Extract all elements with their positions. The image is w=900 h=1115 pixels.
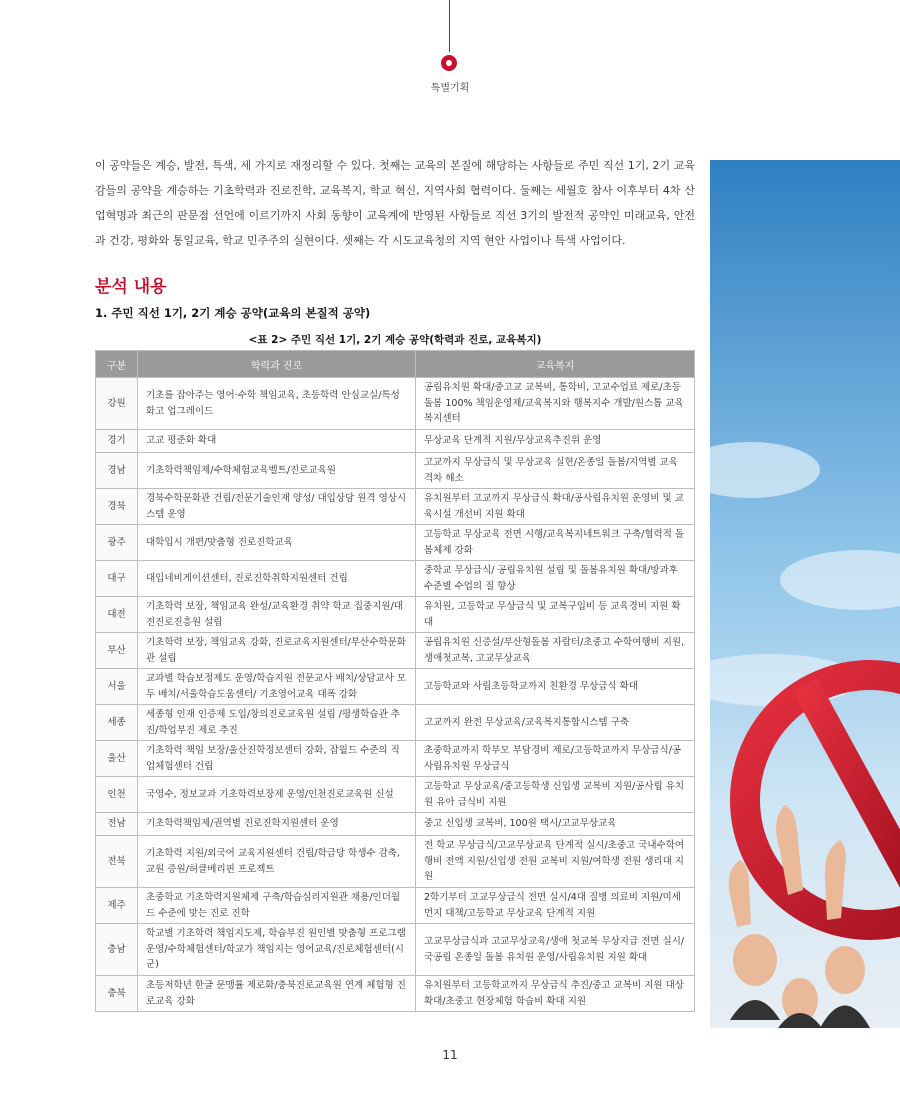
- header-welfare: 교육복지: [416, 351, 695, 378]
- row-welfare: 전 학교 무상급식/고교무상교육 단계적 실시/초중고 국내수학여행비 전액 지원/신입생 전원 교복비 지원/여학생 전원 생리대 지원: [416, 836, 695, 888]
- header-rule: [449, 0, 450, 52]
- row-region: 울산: [96, 741, 138, 777]
- row-career: 교과별 학습보정제도 운영/학습지원 전문교사 배치/상담교사 모두 배치/서울학습도움센터/ 기초영어교육 대폭 강화: [138, 669, 416, 705]
- table-caption: <표 2> 주민 직선 1기, 2기 계승 공약(학력과 진로, 교육복지): [248, 334, 542, 346]
- analysis-heading: 분석 내용: [95, 277, 167, 297]
- row-career: 기초학력 보장, 책임교육 강화, 진로교육지원센터/부산수학문화관 설립: [138, 633, 416, 669]
- table-row: [96, 777, 695, 813]
- table-row: [96, 741, 695, 777]
- table-row: [96, 430, 695, 453]
- table-row: [96, 705, 695, 741]
- row-career: 기초학력 지원/외국어 교육지원센터 건립/학급당 학생수 감축, 교원 증원/허클베리핀 프로젝트: [138, 836, 416, 888]
- table-header-row: [96, 351, 695, 378]
- row-career: 대학입시 개편/맞춤형 진로진학교육: [138, 525, 416, 561]
- row-region: 세종: [96, 705, 138, 741]
- row-career: 초등저학년 한글 문맹률 제로화/충북진로교육원 연계 체험형 진로교육 강화: [138, 976, 416, 1012]
- row-welfare: 유치원부터 고등학교까지 무상급식 추진/중고 교복비 지원 대상 확대/초중고 현장체험 학습비 확대 지원: [416, 976, 695, 1012]
- row-welfare: 유치원부터 고교까지 무상급식 확대/공사립유치원 운영비 및 교육시설 개선비 지원 확대: [416, 489, 695, 525]
- table-row: [96, 924, 695, 976]
- row-welfare: 2학기부터 고교무상급식 전면 실시/4대 질병 의료비 지원/미세먼지 대책/고등학교 무상교육 단계적 지원: [416, 888, 695, 924]
- row-region: 충북: [96, 976, 138, 1012]
- row-region: 대전: [96, 597, 138, 633]
- row-career: 세종형 인재 인증제 도입/창의진로교육원 설립 /평생학습관 추진/학업부진 제로 추진: [138, 705, 416, 741]
- vote-hands-illustration: [710, 160, 900, 1028]
- table-row: [96, 453, 695, 489]
- row-region: 부산: [96, 633, 138, 669]
- row-region: 충남: [96, 924, 138, 976]
- row-career: 국영수, 정보교과 기초학력보장제 운영/인천진로교육원 신설: [138, 777, 416, 813]
- row-welfare: 공립유치원 신증설/부산형돌봄 자람터/초중고 수학여행비 지원, 생애첫교복, 고교무상교육: [416, 633, 695, 669]
- row-welfare: 고등학교 무상교육 전면 시행/교육복지네트워크 구축/협력적 돌봄체제 강화: [416, 525, 695, 561]
- row-region: 인천: [96, 777, 138, 813]
- table-row: [96, 597, 695, 633]
- pledge-table: [95, 350, 695, 1012]
- intro-paragraph: 이 공약들은 계승, 발전, 특색, 세 가지로 재정리할 수 있다. 첫째는 교육의 본질에 해당하는 사항들로 주민 직선 1기, 2기 교육감들의 공약을 계승하는 기초학력과 진로진학, 교육복지, 학교 혁신, 지역사회 협력이다. 둘째는 세월호 참사 이후부터 4차 산업혁명과 최근의 판문점 선언에 이르기까지 사회 동향이 교육계에 반영된 사항들로 직선 3기의 발전적 공약인 미래교육, 안전과 건강, 평화와 통일교육, 학교 민주주의 실현이다. 셋째는 각 시도교육청의 지역 현안 사업이나 특색 사업이다.: [95, 159, 695, 247]
- row-region: 전남: [96, 813, 138, 836]
- row-welfare: 고교무상급식과 고교무상교육/생애 첫교복 무상지급 전면 실시/국공립 온종일 돌봄 유치원 운영/사립유치원 지원 확대: [416, 924, 695, 976]
- table-row: [96, 525, 695, 561]
- row-region: 대구: [96, 561, 138, 597]
- row-career: 학교별 기초학력 책임지도제, 학습부진 원인별 맞춤형 프로그램 운영/수학체험센터/학교가 책임지는 영어교육/진로체험센터(시군): [138, 924, 416, 976]
- table-row: [96, 378, 695, 430]
- row-welfare: 중고 신입생 교복비, 100원 택시/고교무상교육: [416, 813, 695, 836]
- row-welfare: 고등학교와 사립초등학교까지 친환경 무상급식 확대: [416, 669, 695, 705]
- row-region: 전북: [96, 836, 138, 888]
- section-tag: 특별기획: [430, 83, 470, 94]
- table-row: [96, 489, 695, 525]
- header-region: 구분: [96, 351, 138, 378]
- row-career: 기초를 잡아주는 영어·수학 책임교육, 초등학력 안심교실/특성화고 업그레이드: [138, 378, 416, 430]
- table-row: [96, 888, 695, 924]
- page-number: 11: [442, 1048, 458, 1062]
- table-row: [96, 836, 695, 888]
- row-region: 경기: [96, 430, 138, 453]
- header-dot-icon: [441, 55, 457, 71]
- row-career: 기초학력 보장, 책임교육 완성/교육환경 취약 학교 집중지원/대전진로진흥원 설립: [138, 597, 416, 633]
- row-region: 강원: [96, 378, 138, 430]
- row-career: 기초학력책임제/권역별 진로진학지원센터 운영: [138, 813, 416, 836]
- row-welfare: 무상교육 단계적 지원/무상교육추진위 운영: [416, 430, 695, 453]
- table-row: [96, 669, 695, 705]
- row-region: 경북: [96, 489, 138, 525]
- table-row: [96, 813, 695, 836]
- row-welfare: 중학교 무상급식/ 공립유치원 설립 및 돌봄유치원 확대/방과후 수준별 수업의 질 향상: [416, 561, 695, 597]
- row-region: 서울: [96, 669, 138, 705]
- vote-stamp-illustration: [710, 160, 900, 1028]
- row-career: 고교 평준화 확대: [138, 430, 416, 453]
- row-career: 초중학교 기초학력지원체제 구축/학습심리지원관 채용/인더월드 수준에 맞는 진로 진학: [138, 888, 416, 924]
- table-row: [96, 561, 695, 597]
- row-career: 기초학력 책임 보장/울산진학정보센터 강화, 잡월드 수준의 직업체험센터 건립: [138, 741, 416, 777]
- row-career: 경북수학문화관 건립/전문기술인재 양성/ 대입상담 원격 영상시스템 운영: [138, 489, 416, 525]
- row-career: 대입네비게이션센터, 진로진학취학지원센터 건립: [138, 561, 416, 597]
- row-welfare: 유치원, 고등학교 무상급식 및 교복구입비 등 교육경비 지원 확대: [416, 597, 695, 633]
- row-region: 제주: [96, 888, 138, 924]
- header-career: 학력과 진로: [138, 351, 416, 378]
- row-welfare: 고등학교 무상교육/중고등학생 신입생 교복비 지원/공사립 유치원 유아 급식비 지원: [416, 777, 695, 813]
- row-welfare: 고교까지 무상급식 및 무상교육 실현/온종일 돌봄/지역별 교육격차 해소: [416, 453, 695, 489]
- analysis-subheading: 1. 주민 직선 1기, 2기 계승 공약(교육의 본질적 공약): [95, 306, 371, 320]
- row-career: 기초학력책임제/수학체험교육벨트/진로교육원: [138, 453, 416, 489]
- row-region: 경남: [96, 453, 138, 489]
- table-row: [96, 633, 695, 669]
- row-welfare: 고교까지 완전 무상교육/교육복지통합시스템 구축: [416, 705, 695, 741]
- row-region: 광주: [96, 525, 138, 561]
- row-welfare: 초중학교까지 학부모 부담경비 제로/고등학교까지 무상급식/공사립유치원 무상급식: [416, 741, 695, 777]
- row-welfare: 공립유치원 확대/중고교 교복비, 통학비, 고교수업료 제로/초등돌봄 100% 책임운영제/교육복지와 행복지수 개발/원스톱 교육복지센터: [416, 378, 695, 430]
- table-row: [96, 976, 695, 1012]
